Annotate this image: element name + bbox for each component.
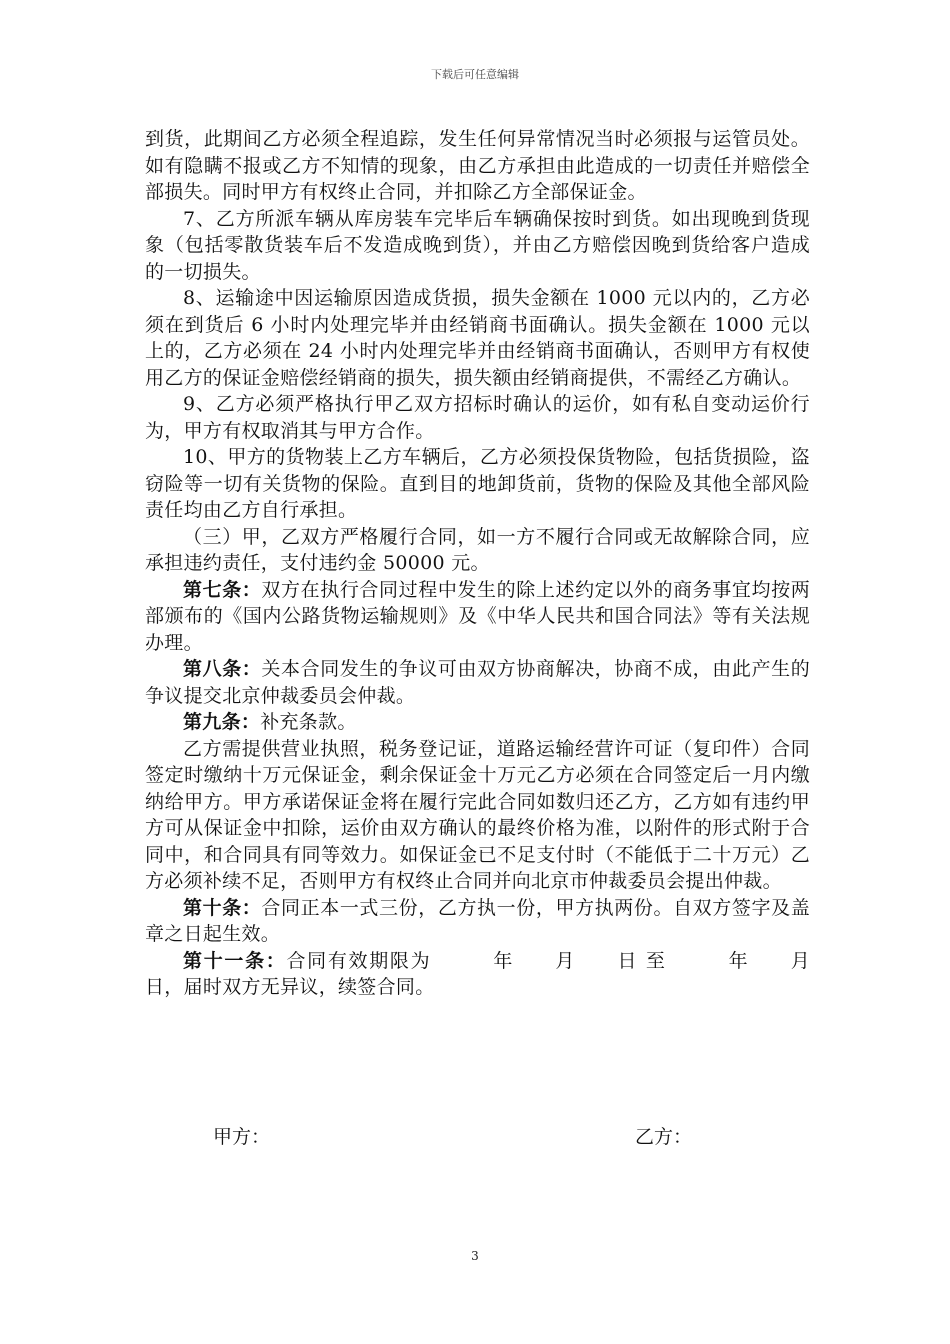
article-11-label: 第十一条： [183,949,287,972]
header-note: 下载后可任意编辑 [431,68,519,81]
clause-9: 9、乙方必须严格执行甲乙双方招标时确认的运价，如有私自变动运价行为，甲方有权取消其与甲方合作。 [145,393,810,442]
article-10 [145,895,810,948]
article-8-label: 第八条： [183,658,262,680]
party-b-signature: 乙方： [635,1126,693,1148]
clause-8: 8、运输途中因运输原因造成货损，损失金额在 1000 元以内的，乙方必须在到货后 6 小时内处理完毕并由经销商书面确认。损失金额在 1000 元以上的，乙方必须在 24 小时内处理完毕并由经销商书面确认，否则甲方有权使用乙方的保证金赔偿经销商的损失，损失额由经销商提供，不需经乙方确认。 [145,287,810,389]
clause-10: 10、甲方的货物装上乙方车辆后，乙方必须投保货物险，包括货损险，盗窃险等一切有关货物的保险。直到目的地卸货前，货物的保险及其他全部风险责任均由乙方自行承担。 [145,446,810,521]
article-8 [145,656,810,709]
article-7-text: 双方在执行合同过程中发生的除上述约定以外的商务事宜均按两部颁布的《国内公路货物运输规则》及《中华人民共和国合同法》等有关法规办理。 [145,578,811,654]
party-a-signature: 甲方： [213,1126,271,1148]
article-11-text: 合同有效期限为 年 月 日 至 年 月 日，届时双方无异议，续签合同。 [145,949,849,998]
supplementary-clause: 乙方需提供营业执照，税务登记证，道路运输经营许可证（复印件）合同签定时缴纳十万元保证金，剩余保证金十万元乙方必须在合同签定后一月内缴纳给甲方。甲方承诺保证金将在履行完此合同如数归还乙方，乙方如有违约甲方可从保证金中扣除，运价由双方确认的最终价格为准，以附件的形式附于合同中，和合同具有同等效力。如保证金已不足支付时（不能低于二十万元）乙方必须补续不足，否则甲方有权终止合同并向北京市仲裁委员会提出仲裁。 [145,737,810,892]
contract-body [145,126,849,1001]
signature-block [213,1122,773,1152]
paragraph-delivery-tracking: 到货，此期间乙方必须全程追踪，发生任何异常情况当时必须报与运管员处。如有隐瞒不报或乙方不知情的现象，由乙方承担由此造成的一切责任并赔偿全部损失。同时甲方有权终止合同，并扣除乙方全部保证金。 [145,128,810,203]
article-11 [145,948,849,1001]
article-9-text: 补充条款。 [260,711,357,733]
article-7-label: 第七条： [183,578,262,601]
article-9 [145,709,810,736]
article-7 [145,577,810,657]
article-8-text: 关本合同发生的争议可由双方协商解决，协商不成，由此产生的争议提交北京仲裁委员会仲裁。 [145,658,811,707]
clause-7: 7、乙方所派车辆从库房装车完毕后车辆确保按时到货。如出现晚到货现象（包括零散货装车后不发造成晚到货），并由乙方赔偿因晚到货给客户造成的一切损失。 [145,207,810,283]
page-number: 3 [471,1249,479,1263]
article-10-text: 合同正本一式三份，乙方执一份，甲方执两份。自双方签字及盖章之日起生效。 [145,896,811,945]
section-3: （三）甲，乙双方严格履行合同，如一方不履行合同或无故解除合同，应承担违约责任，支付违约金 50000 元。 [145,525,810,574]
article-10-label: 第十条： [183,896,262,919]
article-9-label: 第九条： [183,711,261,733]
